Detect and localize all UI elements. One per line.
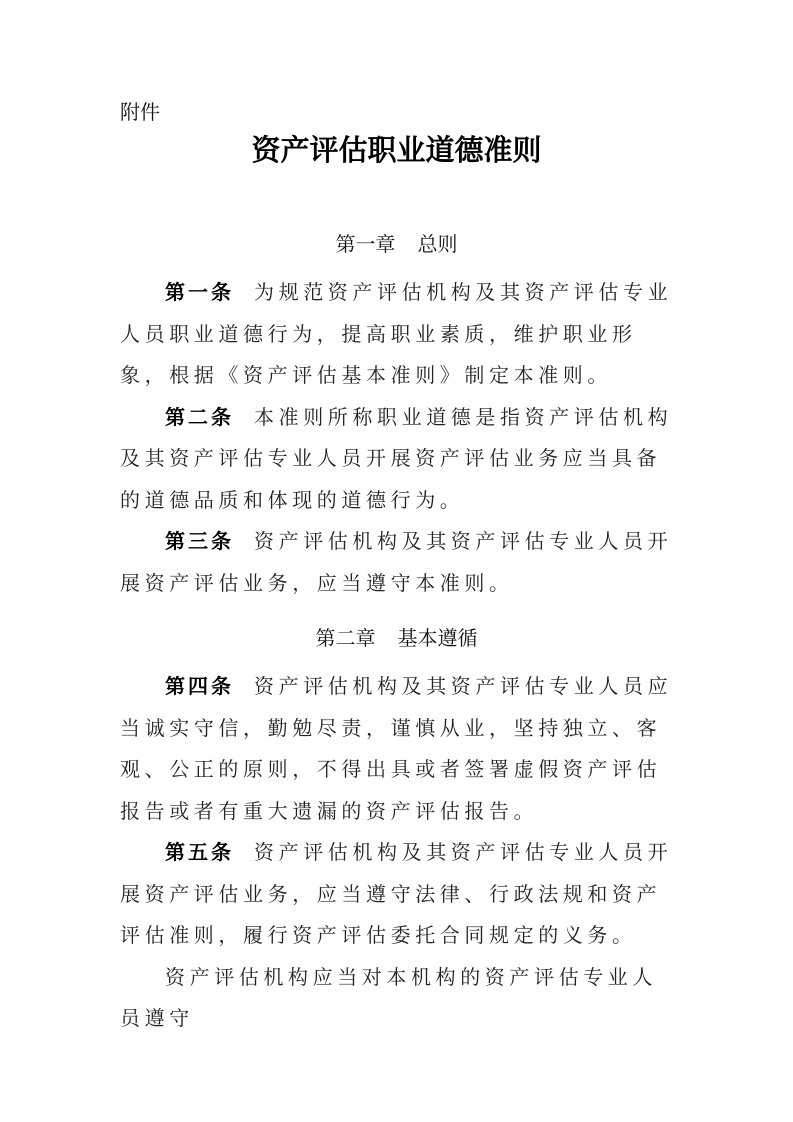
article-text: 为规范资产评估机构及其资产评估专业人员职业道德行为，提高职业素质，维护职业形象，根据《资产评估基本准则》制定本准则。: [120, 280, 673, 387]
article-5: [120, 832, 680, 957]
article-label: 第二条: [165, 404, 234, 429]
chapter-2-body: [120, 666, 680, 1040]
chapter-number: 第二章: [315, 626, 376, 650]
article-label: 第四条: [165, 674, 234, 698]
chapter-name: 基本遵循: [397, 626, 478, 650]
article-5-paragraph-2: [120, 957, 680, 1040]
article-text: 资产评估机构应当对本机构的资产评估专业人员遵守: [120, 964, 657, 1030]
chapter-1-body: [120, 272, 680, 604]
chapter-2-heading: [0, 622, 793, 651]
article-text: 本准则所称职业道德是指资产评估机构及其资产评估专业人员开展资产评估业务应当具备的道德品质和体现的道德行为。: [120, 404, 673, 512]
attachment-label: 附件: [120, 100, 160, 124]
document-title: 资产评估职业道德准则: [251, 133, 542, 167]
article-2: [120, 397, 680, 522]
article-text: 资产评估机构及其资产评估专业人员开展资产评估业务，应当遵守本准则。: [120, 529, 673, 595]
chapter-1-heading: [0, 228, 793, 257]
chapter-name: 总则: [417, 232, 458, 256]
article-text: 资产评估机构及其资产评估专业人员应当诚实守信，勤勉尽责，谨慎从业，坚持独立、客观、公正的原则，不得出具或者签署虚假资产评估报告或者有重大遗漏的资产评估报告。: [120, 674, 673, 823]
article-4: [120, 666, 680, 832]
article-label: 第一条: [165, 280, 234, 304]
chapter-number: 第一章: [335, 232, 396, 256]
article-text: 资产评估机构及其资产评估专业人员开展资产评估业务，应当遵守法律、行政法规和资产评估准则，履行资产评估委托合同规定的义务。: [120, 840, 673, 947]
article-1: [120, 272, 680, 397]
article-label: 第五条: [165, 840, 234, 864]
article-3: [120, 521, 680, 604]
article-label: 第三条: [165, 529, 234, 553]
